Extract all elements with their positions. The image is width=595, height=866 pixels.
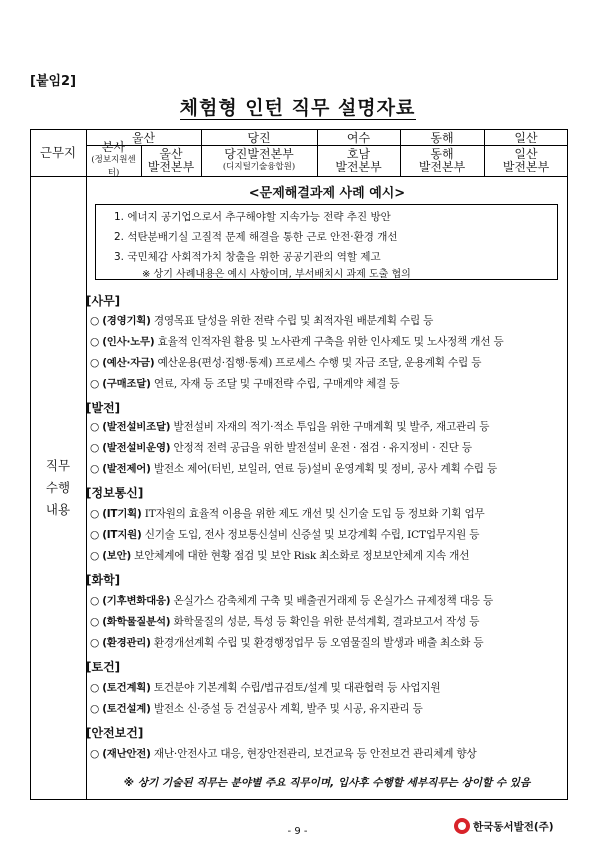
work-location-label: 근무지	[39, 144, 77, 160]
site-headquarters	[86, 140, 141, 178]
section-title: [정보통신]	[86, 486, 144, 500]
duty-name: (예산·자금)	[102, 357, 155, 369]
duty-name: (재난안전)	[102, 748, 151, 760]
logo-text: 한국동서발전(주)	[473, 820, 554, 833]
duty-name: (보안)	[102, 550, 131, 562]
duty-name: (발전제어)	[102, 463, 151, 475]
logo-mark-icon	[454, 818, 470, 834]
duty-item: ○ (보안) 보안체계에 대한 현황 점검 및 보안 Risk 최소화로 정보보안체계 지속 개선	[90, 550, 470, 562]
duty-desc: 발전소 제어(터빈, 보일러, 연료 등)설비 운영계획 및 정비, 공사 계획 수립 등	[153, 463, 498, 475]
site-honam: 호남 발전본부	[335, 146, 382, 174]
duty-item: ○ (화학물질분석) 화학물질의 성분, 특성 등 확인을 위한 분석계획, 결과보고서 작성 등	[90, 616, 480, 628]
duty-desc: 환경개선계획 수립 및 환경행정업무 등 오염물질의 발생과 배출 최소화 등	[153, 637, 484, 649]
site-sub: (디지털기술융합원)	[222, 161, 296, 172]
duty-desc: 효율적 인적자원 활용 및 노사관계 구축을 위한 인사제도 및 노사정책 개선 등	[157, 336, 504, 348]
duty-item: ○ (발전설비운영) 안정적 전력 공급을 위한 발전설비 운전 · 점검 · 유지정비 · 진단 등	[90, 442, 472, 454]
region-ilsan: 일산	[514, 130, 538, 145]
duty-item: ○ (토건설계) 발전소 신·증설 등 건설공사 계획, 발주 및 시공, 유지관리 등	[90, 703, 423, 715]
duty-item: ○ (IT기획) IT자원의 효율적 이용을 위한 제도 개선 및 신기술 도입 등 정보화 기획 업무	[90, 508, 485, 520]
duty-desc: IT자원의 효율적 이용을 위한 제도 개선 및 신기술 도입 등 정보화 기획 업무	[144, 508, 485, 520]
duty-desc: 보안체계에 대한 현황 점검 및 보안 Risk 최소화로 정보보안체계 지속 개선	[134, 550, 470, 562]
duty-item: ○ (IT지원) 신기술 도입, 전사 정보통신설비 신증설 및 보강계획 수립, ICT업무지원 등	[90, 529, 480, 541]
duty-desc: 발전소 신·증설 등 건설공사 계획, 발주 및 시공, 유지관리 등	[153, 703, 423, 715]
site-name: 본사	[101, 140, 126, 154]
duty-item: ○ (토건계획) 토건분야 기본계획 수립/법규검토/설계 및 대관협력 등 사업지원	[90, 682, 441, 694]
duty-name: (토건계획)	[102, 682, 151, 694]
example-item: 3. 국민체감 사회적가치 창출을 위한 공공기관의 역할 제고	[114, 251, 381, 263]
site-dangjin	[201, 145, 317, 176]
duty-name: (발전설비운영)	[102, 442, 171, 454]
company-logo	[454, 818, 554, 834]
duty-desc: 신기술 도입, 전사 정보통신설비 신증설 및 보강계획 수립, ICT업무지원 등	[144, 529, 480, 541]
region-donghae: 동해	[430, 130, 454, 145]
duty-item: ○ (환경관리) 환경개선계획 수립 및 환경행정업무 등 오염물질의 발생과 배출 최소화 등	[90, 637, 484, 649]
duty-name: (발전설비조달)	[102, 421, 171, 433]
duty-name: (기후변화대응)	[102, 595, 171, 607]
duty-item: ○ (구매조달) 연료, 자재 등 조달 및 구매전략 수립, 구매계약 체결 등	[90, 378, 400, 390]
duty-name: (IT기획)	[102, 508, 142, 520]
duty-name: (토건설계)	[102, 703, 151, 715]
section-title: [발전]	[86, 401, 121, 415]
site-name: 당진발전본부	[224, 146, 294, 161]
section-title: [사무]	[86, 294, 121, 308]
duty-desc: 연료, 자재 등 조달 및 구매전략 수립, 구매계약 체결 등	[153, 378, 400, 390]
duty-item: ○ (발전설비조달) 발전설비 자재의 적기·적소 투입을 위한 구매계획 및 발주, 재고관리 등	[90, 421, 490, 433]
examples-box	[95, 204, 558, 280]
region-dangjin: 당진	[247, 130, 271, 145]
duty-name: (환경관리)	[102, 637, 151, 649]
duty-desc: 안정적 전력 공급을 위한 발전설비 운전 · 점검 · 유지정비 · 진단 등	[173, 442, 472, 454]
duty-item: ○ (발전제어) 발전소 제어(터빈, 보일러, 연료 등)설비 운영계획 및 정비, 공사 계획 수립 등	[90, 463, 498, 475]
site-donghae: 동해 발전본부	[418, 146, 466, 174]
duty-name: (인사·노무)	[102, 336, 155, 348]
title-underline	[180, 119, 416, 120]
section-title: [안전보건]	[86, 726, 144, 740]
duty-item: ○ (인사·노무) 효율적 인적자원 활용 및 노사관계 구축을 위한 인사제도 및 노사정책 개선 등	[90, 336, 504, 348]
duty-item: ○ (재난안전) 재난·안전사고 대응, 현장안전관리, 보건교육 등 안전보건 관리체계 향상	[90, 748, 477, 760]
duty-label: 직무 수행 내용	[45, 458, 71, 517]
duty-name: (IT지원)	[102, 529, 142, 541]
duty-desc: 화학물질의 성분, 특성 등 확인을 위한 분석계획, 결과보고서 작성 등	[173, 616, 480, 628]
duty-item: ○ (경영기획) 경영목표 달성을 위한 전략 수립 및 최적자원 배분계획 수립 등	[90, 315, 434, 327]
example-item: 2. 석탄분배기실 고질적 문제 해결을 통한 근로 안전·환경 개선	[114, 231, 398, 243]
section-title: [토건]	[86, 660, 121, 674]
duty-desc: 토건분야 기본계획 수립/법규검토/설계 및 대관협력 등 사업지원	[153, 682, 441, 694]
section-title: [화학]	[86, 573, 121, 587]
duty-desc: 재난·안전사고 대응, 현장안전관리, 보건교육 등 안전보건 관리체계 향상	[153, 748, 477, 760]
site-sub: (정보지원센터)	[91, 155, 136, 178]
examples-heading: <문제해결과제 사례 예시>	[248, 186, 406, 201]
page-number: - 9 -	[287, 826, 308, 837]
region-yeosu: 여수	[346, 130, 371, 145]
duty-desc: 발전설비 자재의 적기·적소 투입을 위한 구매계획 및 발주, 재고관리 등	[173, 421, 490, 433]
duty-name: (구매조달)	[102, 378, 151, 390]
site-ulsan: 울산 발전본부	[147, 146, 195, 174]
duty-name: (경영기획)	[102, 315, 151, 327]
page-title: 체험형 인턴 직무 설명자료	[179, 97, 416, 119]
duty-desc: 예산운용(편성·집행·통제) 프로세스 수행 및 자금 조달, 운용계획 수립 등	[157, 357, 482, 369]
footnote: ※ 상기 기술된 직무는 분야별 주요 직무이며, 입사후 수행할 세부직무는 상이할 수 있음	[123, 777, 531, 789]
region-ulsan: 울산	[131, 130, 156, 145]
table-divider	[86, 129, 87, 800]
duty-item: ○ (예산·자금) 예산운용(편성·집행·통제) 프로세스 수행 및 자금 조달, 운용계획 수립 등	[90, 357, 482, 369]
examples-note: ※ 상기 사례내용은 예시 사항이며, 부서배치시 과제 도출 협의	[142, 269, 411, 280]
duty-item: ○ (기후변화대응) 온실가스 감축체계 구축 및 배출권거래제 등 온실가스 규제정책 대응 등	[90, 595, 493, 607]
duty-name: (화학물질분석)	[102, 616, 171, 628]
example-item: 1. 에너지 공기업으로서 추구해야할 지속가능 전략 추진 방안	[114, 211, 391, 223]
attachment-label: [붙임2]	[30, 74, 77, 89]
duty-desc: 온실가스 감축체계 구축 및 배출권거래제 등 온실가스 규제정책 대응 등	[173, 595, 493, 607]
duty-desc: 경영목표 달성을 위한 전략 수립 및 최적자원 배분계획 수립 등	[153, 315, 434, 327]
site-ilsan: 일산 발전본부	[502, 146, 550, 174]
